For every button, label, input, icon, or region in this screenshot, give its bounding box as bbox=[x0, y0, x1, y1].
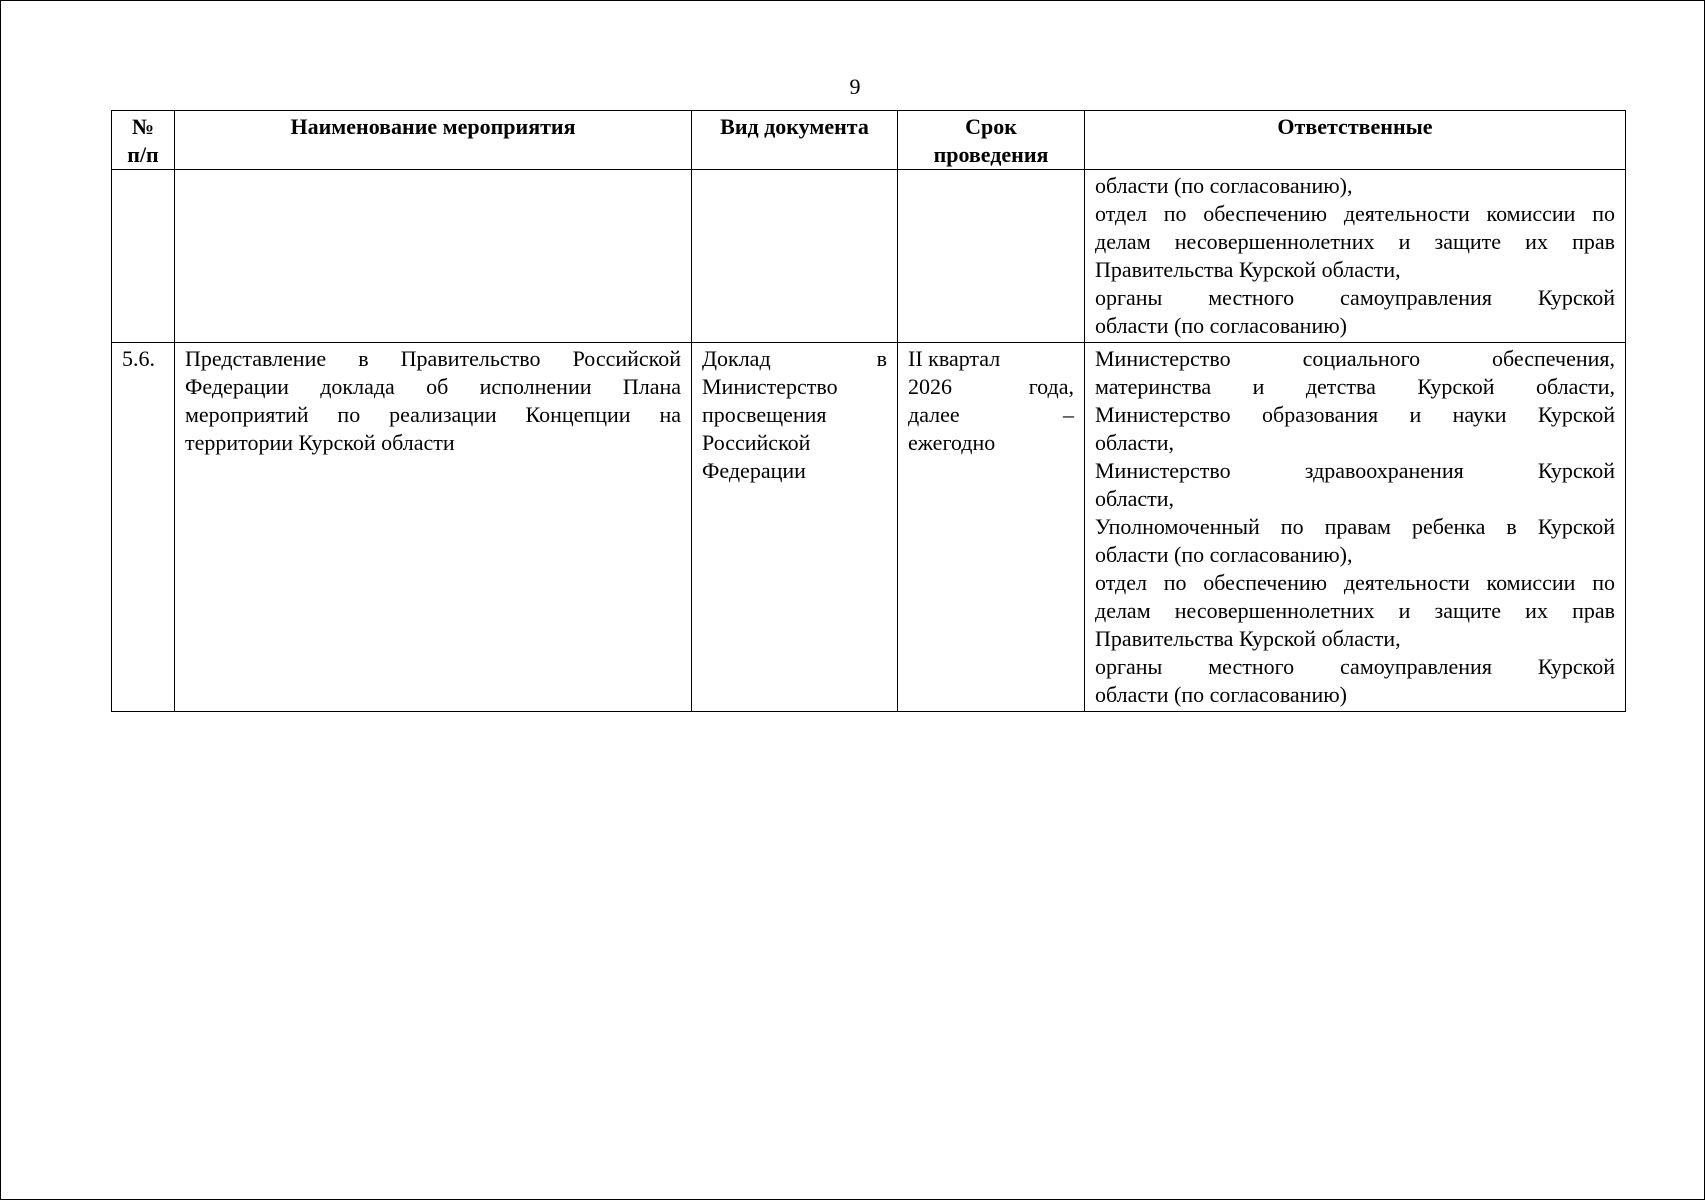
cell-responsible bbox=[1085, 343, 1626, 712]
text-line: Федерации доклада об исполнении Плана bbox=[185, 374, 681, 399]
cell-term-empty bbox=[898, 170, 1085, 343]
text-line: ежегодно bbox=[908, 430, 996, 455]
text-line: далее – bbox=[908, 402, 1074, 427]
text-line: области, bbox=[1095, 430, 1175, 455]
text-line: области (по согласованию) bbox=[1095, 313, 1347, 338]
cell-responsible-continuation bbox=[1085, 170, 1626, 343]
cell-document-type-empty bbox=[692, 170, 898, 343]
text-line: Доклад в bbox=[702, 346, 887, 371]
cell-number: 5.6. bbox=[112, 343, 175, 712]
text-line: 2026 года, bbox=[908, 374, 1074, 399]
header-number bbox=[112, 111, 175, 170]
text-line: материнства и детства Курской области, bbox=[1095, 374, 1615, 399]
text-line: Министерство bbox=[702, 374, 838, 399]
text-line: области (по согласованию), bbox=[1095, 173, 1353, 198]
text-line: органы местного самоуправления Курской bbox=[1095, 654, 1615, 679]
text-line: области, bbox=[1095, 486, 1175, 511]
text-line: Уполномоченный по правам ребенка в Курской bbox=[1095, 514, 1615, 539]
text-line: делам несовершеннолетних и защите их прав bbox=[1095, 229, 1615, 254]
page-number: 9 bbox=[849, 74, 861, 99]
header-term-line-2: проведения bbox=[933, 142, 1049, 167]
text-line: области (по согласованию) bbox=[1095, 682, 1347, 707]
text-line: просвещения bbox=[702, 402, 827, 427]
table-header-row bbox=[112, 111, 1626, 170]
text-line: органы местного самоуправления Курской bbox=[1095, 285, 1615, 310]
table-row-5-6 bbox=[112, 343, 1626, 712]
text-line: Правительства Курской области, bbox=[1095, 626, 1401, 651]
cell-term bbox=[898, 343, 1085, 712]
cell-number-empty bbox=[112, 170, 175, 343]
text-line: отдел по обеспечению деятельности комиссии по bbox=[1095, 570, 1615, 595]
measures-table bbox=[111, 110, 1626, 712]
header-number-line-1: № bbox=[131, 114, 155, 139]
header-responsible: Ответственные bbox=[1085, 111, 1626, 170]
text-line: Российской bbox=[702, 430, 811, 455]
header-document-type: Вид документа bbox=[692, 111, 898, 170]
text-line: территории Курской области bbox=[185, 430, 455, 455]
text-line: Министерство социального обеспечения, bbox=[1095, 346, 1615, 371]
text-line: области (по согласованию), bbox=[1095, 542, 1353, 567]
table-row-continuation bbox=[112, 170, 1626, 343]
text-line: II квартал bbox=[908, 346, 1001, 371]
text-line: делам несовершеннолетних и защите их прав bbox=[1095, 598, 1615, 623]
text-line: Правительства Курской области, bbox=[1095, 257, 1401, 282]
text-line: отдел по обеспечению деятельности комиссии по bbox=[1095, 201, 1615, 226]
header-term bbox=[898, 111, 1085, 170]
text-line: Представление в Правительство Российской bbox=[185, 346, 681, 371]
cell-event-name-empty bbox=[175, 170, 692, 343]
text-line: Министерство образования и науки Курской bbox=[1095, 402, 1615, 427]
header-term-line-1: Срок bbox=[965, 114, 1017, 139]
header-number-line-2: п/п bbox=[127, 142, 159, 167]
cell-event-name bbox=[175, 343, 692, 712]
text-line: Федерации bbox=[702, 458, 806, 483]
cell-document-type bbox=[692, 343, 898, 712]
header-event-name: Наименование мероприятия bbox=[175, 111, 692, 170]
text-line: мероприятий по реализации Концепции на bbox=[185, 402, 681, 427]
text-line: Министерство здравоохранения Курской bbox=[1095, 458, 1615, 483]
